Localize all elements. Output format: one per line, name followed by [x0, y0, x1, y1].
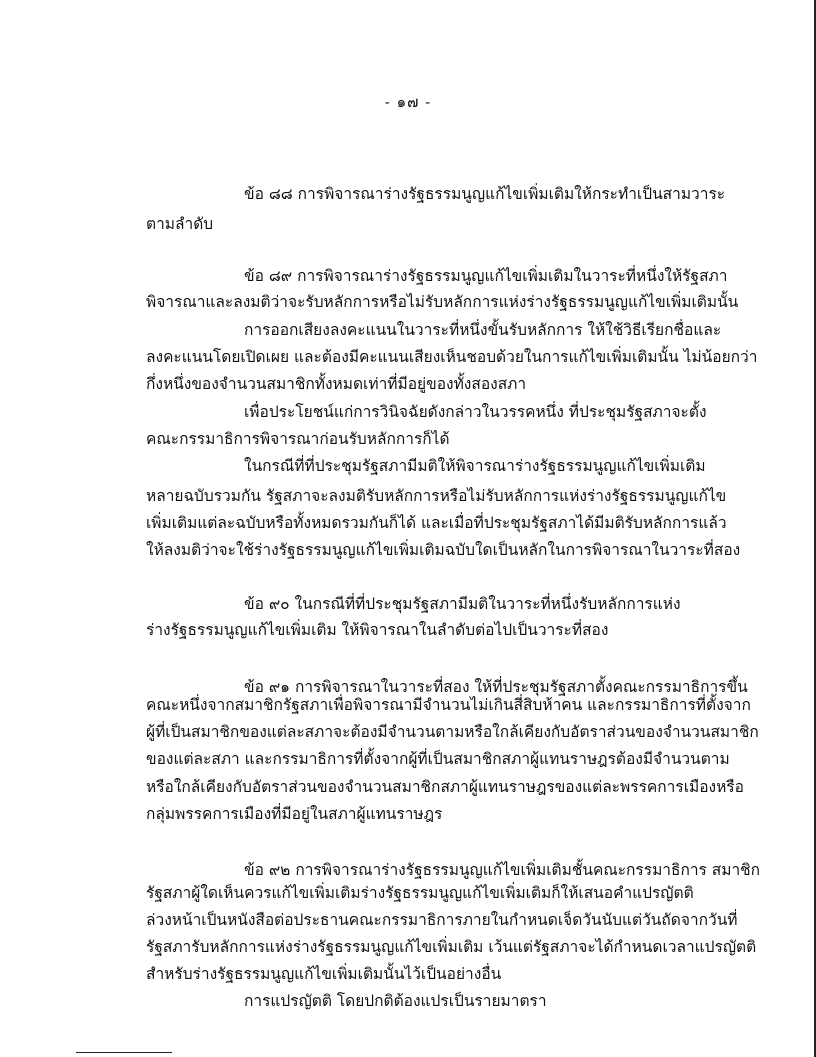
- article-92-text-line: รัฐสภารับหลักการแห่งร่างรัฐธรรมนูญแก้ไขเพิ่มเติม เว้นแต่รัฐสภาจะได้กำหนดเวลาแปรญัตติ: [146, 938, 757, 956]
- article-89-text-line: เพิ่มเติมแต่ละฉบับหรือทั้งหมดรวมกันก็ได้ และเมื่อที่ประชุมรัฐสภาได้มีมติรับหลักการแล้ว: [146, 514, 727, 532]
- footnote-rule: [76, 1052, 172, 1053]
- article-88-heading-line: ข้อ ๘๘ การพิจารณาร่างรัฐธรรมนูญแก้ไขเพิ่มเติมให้กระทำเป็นสามวาระ: [244, 185, 726, 203]
- article-89-paragraph-3-line: เพื่อประโยชน์แก่การวินิจฉัยดังกล่าวในวรรคหนึ่ง ที่ประชุมรัฐสภาจะตั้ง: [244, 403, 707, 421]
- article-91-text-line: คณะหนึ่งจากสมาชิกรัฐสภาเพื่อพิจารณามีจำนวนไม่เกินสี่สิบห้าคน และกรรมาธิการที่ตั้งจาก: [146, 696, 751, 714]
- article-89-text-line: กึ่งหนึ่งของจำนวนสมาชิกทั้งหมดเท่าที่มีอยู่ของทั้งสองสภา: [146, 375, 527, 393]
- page-number: - ๑๗ -: [384, 93, 432, 111]
- article-91-text-line: ผู้ที่เป็นสมาชิกของแต่ละสภาจะต้องมีจำนวนตามหรือใกล้เคียงกับอัตราส่วนของจำนวนสมาชิก: [146, 723, 759, 741]
- article-89-text-line: ลงคะแนนโดยเปิดเผย และต้องมีคะแนนเสียงเห็นชอบด้วยในการแก้ไขเพิ่มเติมนั้น ไม่น้อยกว่า: [146, 348, 758, 366]
- article-88-continuation-line: ตามลำดับ: [146, 215, 214, 233]
- article-89-text-line: ให้ลงมติว่าจะใช้ร่างรัฐธรรมนูญแก้ไขเพิ่มเติมฉบับใดเป็นหลักในการพิจารณาในวาระที่สอง: [146, 541, 741, 559]
- article-89-paragraph-4-line: ในกรณีที่ที่ประชุมรัฐสภามีมติให้พิจารณาร่างรัฐธรรมนูญแก้ไขเพิ่มเติม: [244, 457, 706, 475]
- article-92-text-line: ล่วงหน้าเป็นหนังสือต่อประธานคณะกรรมาธิการภายในกำหนดเจ็ดวันนับแต่วันถัดจากวันที่: [146, 911, 738, 929]
- article-91-text-line: หรือใกล้เคียงกับอัตราส่วนของจำนวนสมาชิกสภาผู้แทนราษฎรของแต่ละพรรคการเมืองหรือ: [146, 778, 744, 796]
- article-91-text-line: ของแต่ละสภา และกรรมาธิการที่ตั้งจากผู้ที่เป็นสมาชิกสภาผู้แทนราษฎรต้องมีจำนวนตาม: [146, 750, 730, 768]
- article-89-text-line: คณะกรรมาธิการพิจารณาก่อนรับหลักการก็ได้: [146, 430, 450, 448]
- article-90-text-line: ร่างรัฐธรรมนูญแก้ไขเพิ่มเติม ให้พิจารณาในลำดับต่อไปเป็นวาระที่สอง: [146, 621, 609, 639]
- article-92-heading-line: ข้อ ๙๒ การพิจารณาร่างรัฐธรรมนูญแก้ไขเพิ่มเติมชั้นคณะกรรมาธิการ สมาชิก: [244, 861, 761, 879]
- article-92-text-line: สำหรับร่างรัฐธรรมนูญแก้ไขเพิ่มเติมนั้นไว้เป็นอย่างอื่น: [146, 965, 502, 983]
- article-91-heading-line: ข้อ ๙๑ การพิจารณาในวาระที่สอง ให้ที่ประชุมรัฐสภาตั้งคณะกรรมาธิการขึ้น: [244, 678, 748, 696]
- article-92-paragraph-2-line: การแปรญัตติ โดยปกติต้องแปรเป็นรายมาตรา: [244, 992, 547, 1010]
- article-89-heading-line: ข้อ ๘๙ การพิจารณาร่างรัฐธรรมนูญแก้ไขเพิ่มเติมในวาระที่หนึ่งให้รัฐสภา: [244, 267, 728, 285]
- article-91-text-line: กลุ่มพรรคการเมืองที่มีอยู่ในสภาผู้แทนราษฎร: [146, 805, 443, 823]
- article-90-heading-line: ข้อ ๙๐ ในกรณีที่ที่ประชุมรัฐสภามีมติในวาระที่หนึ่งรับหลักการแห่ง: [244, 595, 681, 613]
- article-89-text-line: พิจารณาและลงมติว่าจะรับหลักการหรือไม่รับหลักการแห่งร่างรัฐธรรมนูญแก้ไขเพิ่มเติมนั้น: [146, 293, 739, 311]
- article-89-paragraph-2-line: การออกเสียงลงคะแนนในวาระที่หนึ่งขั้นรับหลักการ ให้ใช้วิธีเรียกชื่อและ: [244, 321, 722, 339]
- article-89-text-line: หลายฉบับรวมกัน รัฐสภาจะลงมติรับหลักการหรือไม่รับหลักการแห่งร่างรัฐธรรมนูญแก้ไข: [146, 487, 727, 505]
- article-92-text-line: รัฐสภาผู้ใดเห็นควรแก้ไขเพิ่มเติมร่างรัฐธรรมนูญแก้ไขเพิ่มเติมก็ให้เสนอคำแปรญัตติ: [146, 884, 694, 902]
